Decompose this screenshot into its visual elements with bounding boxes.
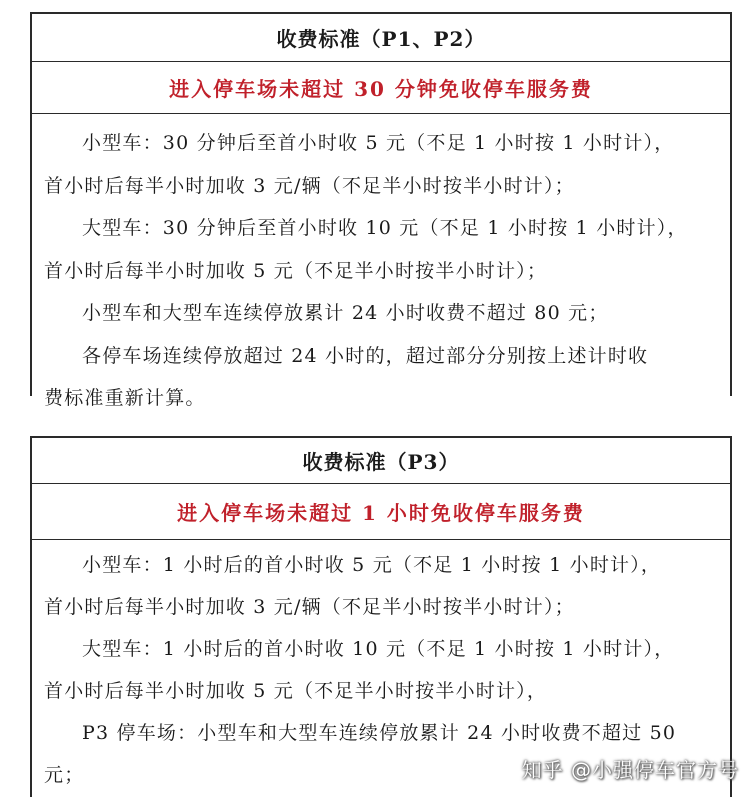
zhihu-watermark: 知乎 @小强停车官方号 [521, 758, 739, 782]
large-car-rule: 大型车：1 小时后的首小时收 10 元（不足 1 小时按 1 小时计）， [82, 638, 675, 660]
over-24h-rule-cont: 费标准重新计算。 [44, 387, 206, 409]
small-car-rule-cont: 首小时后每半小时加收 3 元/辆（不足半小时按半小时计）； [44, 174, 575, 197]
small-car-rule: 小型车：1 小时后的首小时收 5 元（不足 1 小时按 1 小时计）， [82, 554, 662, 576]
large-car-rule-cont: 首小时后每半小时加收 5 元（不足半小时按半小时计）， [44, 680, 548, 702]
fee-details [32, 114, 730, 420]
table-title: 收费标准（P1、P2） [32, 14, 730, 62]
daily-cap-rule-cont: 元； [44, 764, 85, 786]
daily-cap-rule: P3 停车场：小型车和大型车连续停放累计 24 小时收费不超过 50 [82, 722, 677, 744]
large-car-rule: 大型车：30 分钟后至首小时收 10 元（不足 1 小时按 1 小时计）， [82, 217, 688, 239]
fee-table-p1-p2 [30, 12, 732, 409]
daily-cap-rule: 小型车和大型车连续停放累计 24 小时收费不超过 80 元； [82, 302, 609, 324]
over-24h-rule: 各停车场连续停放超过 24 小时的，超过部分分别按上述计时收 [82, 344, 649, 367]
large-car-rule-cont: 首小时后每半小时加收 5 元（不足半小时按半小时计）； [44, 259, 548, 282]
table-title: 收费标准（P3） [32, 438, 730, 484]
free-parking-notice: 进入停车场未超过 30 分钟免收停车服务费 [32, 62, 730, 114]
small-car-rule-cont: 首小时后每半小时加收 3 元/辆（不足半小时按半小时计）； [44, 596, 575, 618]
fee-table-p3 [30, 436, 732, 797]
small-car-rule: 小型车：30 分钟后至首小时收 5 元（不足 1 小时按 1 小时计）， [82, 132, 675, 154]
free-parking-notice: 进入停车场未超过 1 小时免收停车服务费 [32, 484, 730, 540]
